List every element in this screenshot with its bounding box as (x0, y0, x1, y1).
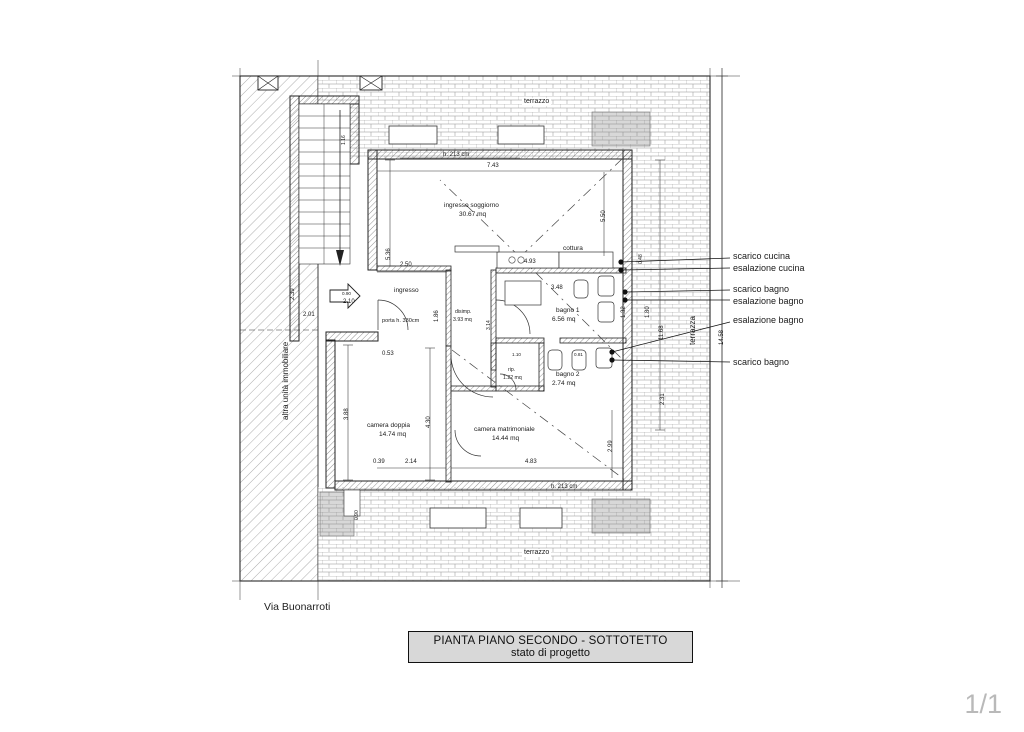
dim-top-overall: 7.43 (487, 163, 499, 169)
dim-1-86: 1.86 (434, 310, 440, 322)
room-area-camera-doppia: 14.74 mq (379, 431, 407, 438)
callout-esalazione-bagno-1: esalazione bagno (733, 296, 804, 306)
dim-1-80: 1.80 (645, 306, 651, 318)
callout-esalazione-cucina: esalazione cucina (733, 263, 805, 273)
dim-4-83: 4.83 (525, 459, 537, 465)
room-label-cottura: cottura (563, 245, 583, 252)
dim-1-10: 1.10 (512, 352, 521, 357)
title-block (408, 631, 693, 663)
room-area-bagno-2: 2.74 mq (552, 380, 576, 387)
dim-3-14: 3.14 (486, 320, 492, 330)
dim-0-90-bottom: 0.90 (354, 510, 360, 520)
room-label-camera-doppia: camera doppia (367, 422, 410, 429)
callout-scarico-cucina: scarico cucina (733, 251, 791, 261)
adjoining-unit-label: altra unità immobiliare (281, 341, 290, 420)
dim-4-30: 4.30 (426, 416, 432, 428)
dim-2-14: 2.14 (405, 459, 417, 465)
dim-2-31: 2.31 (660, 393, 666, 405)
note-height-bottom: h. 213 cm (551, 484, 578, 490)
room-area-camera-matrimoniale: 14.44 mq (492, 435, 520, 442)
street-label: Via Buonarroti (264, 601, 331, 613)
dim-14-58: 14.58 (719, 329, 725, 345)
dim-2-01: 2.01 (303, 312, 315, 318)
dim-5-36: 5.36 (386, 248, 392, 260)
dim-5-50: 5.50 (601, 210, 607, 222)
dim-2-10: 2.10 (343, 299, 355, 305)
dim-3-88: 3.88 (344, 408, 350, 420)
dim-0-48: 0.48 (638, 254, 644, 264)
terrazzo-top-label: terrazzo (524, 98, 550, 105)
terrazza-right-label: terrazza (688, 316, 697, 345)
dim-0-53: 0.53 (382, 351, 394, 357)
room-area-ripostiglio: 1.22 mq (503, 375, 522, 381)
note-door-height: porta h. 330cm (382, 318, 420, 324)
terrazzo-bottom-label: terrazzo (524, 549, 550, 556)
room-label-disimpegno: disimp. (455, 309, 472, 315)
callout-esalazione-bagno-2: esalazione bagno (733, 315, 804, 325)
dim-0-39: 0.39 (373, 459, 385, 465)
room-label-camera-matrimoniale: camera matrimoniale (474, 426, 535, 433)
dim-0-81: 0.81 (574, 352, 583, 357)
room-label-bagno-1: bagno 1 (556, 307, 580, 314)
room-area-bagno-1: 6.56 mq (552, 316, 576, 323)
dim-0-90: 0.90 (342, 291, 351, 296)
room-label-ingresso-soggiorno: ingresso soggiorno (444, 202, 499, 209)
page-number: 1/1 (964, 689, 1002, 719)
room-area-disimpegno: 3.93 mq (453, 317, 472, 323)
room-label-bagno-2: bagno 2 (556, 371, 580, 378)
room-area-ingresso-soggiorno: 30.67 mq (459, 211, 487, 218)
room-label-ripostiglio: rip. (508, 367, 516, 373)
dim-2-99: 2.99 (608, 440, 614, 452)
room-label-ingresso: ingresso (394, 287, 419, 294)
dim-4-93: 4.93 (524, 259, 536, 265)
note-height-top: h. 213 cm (443, 152, 470, 158)
dim-3-48: 3.48 (551, 285, 563, 291)
dim-1-32: 1.32 (621, 306, 627, 318)
callout-scarico-bagno-2: scarico bagno (733, 357, 790, 367)
dim-2-39: 2.39 (290, 288, 296, 300)
title-block-line2: stato di progetto (511, 647, 590, 659)
title-block-line1: PIANTA PIANO SECONDO - SOTTOTETTO (433, 635, 668, 647)
dim-2-50: 2.50 (400, 262, 412, 268)
dim-11-68: 11.68 (659, 325, 665, 340)
callout-scarico-bagno-1: scarico bagno (733, 284, 790, 294)
dim-1-16: 1.16 (341, 135, 347, 145)
